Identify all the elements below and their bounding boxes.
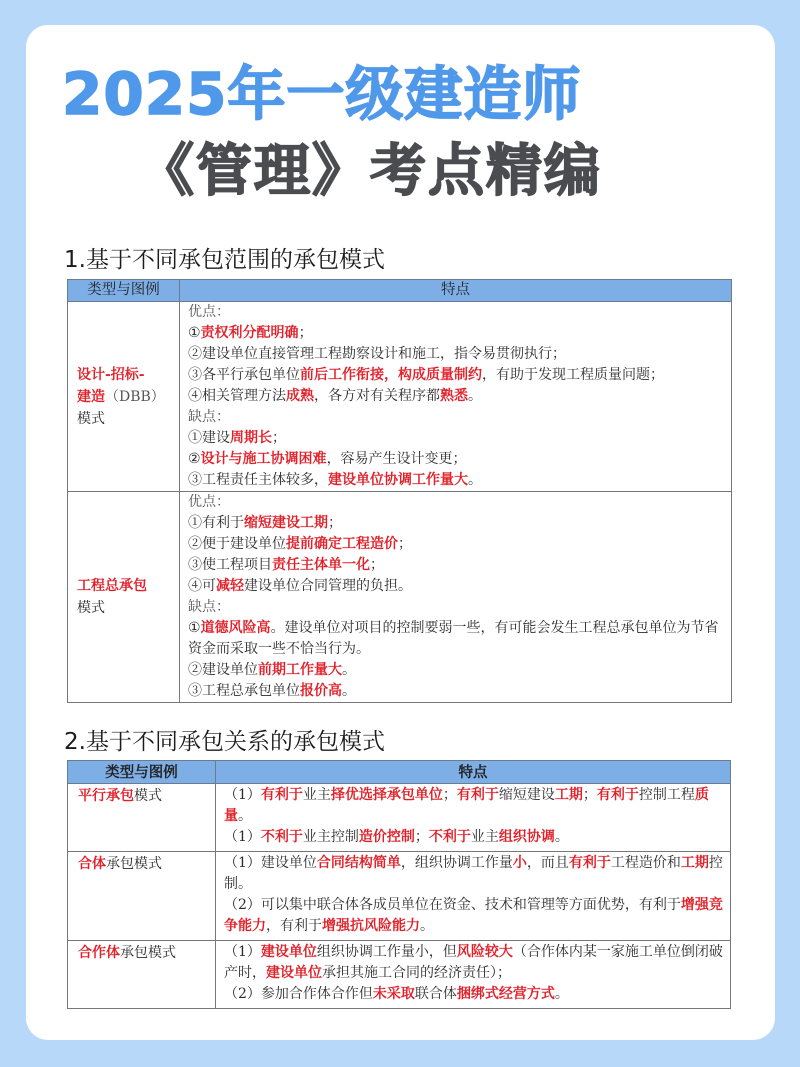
type-name: 设计-招标- xyxy=(77,366,145,383)
table-header-row xyxy=(68,280,732,302)
text: ④相关管理方法 xyxy=(188,388,286,404)
text: ②建设单位直接管理工程勘察设计和施工，指令易贯彻执行； xyxy=(188,346,566,362)
highlight-text: 成熟 xyxy=(286,388,314,404)
con-item xyxy=(188,618,725,660)
section1-title: 1.基于不同承包范围的承包模式 xyxy=(64,247,385,273)
text: 控制。 xyxy=(224,855,723,892)
text: 。 xyxy=(554,986,569,1002)
text: ②建设单位 xyxy=(188,662,258,678)
cons-label: 缺点： xyxy=(188,409,230,425)
highlight-text: 平行承包 xyxy=(78,788,134,804)
text: 。 xyxy=(468,472,482,488)
text: 承担其施工合同的经济责任）； xyxy=(322,965,511,981)
feature-point xyxy=(224,853,724,895)
type-name: 建造 xyxy=(77,388,105,405)
text: 。 xyxy=(342,662,356,678)
highlight-text: 择优选择承包单位 xyxy=(330,787,443,803)
highlight-text: 道德风险高 xyxy=(200,620,271,636)
highlight-text: 小 xyxy=(512,855,527,871)
column-header-type: 类型与图例 xyxy=(68,761,216,784)
text: ，有助于发现工程质量问题； xyxy=(482,367,664,383)
text: ，有利于 xyxy=(266,918,322,934)
table-row xyxy=(68,302,732,492)
text: ③工程责任主体较多， xyxy=(188,472,328,488)
features-cell xyxy=(216,852,731,941)
highlight-text: 有利于 xyxy=(456,787,499,803)
text: 。建设单位对项目的控制要弱一些，有可能会发生工程总承包单位为节省资金而采取一些不恰当行为。 xyxy=(188,620,719,657)
highlight-text: 未采取 xyxy=(372,986,415,1002)
table-header-row xyxy=(68,761,731,784)
feature-point xyxy=(224,827,724,848)
highlight-text: 周期长 xyxy=(230,430,272,446)
table-row xyxy=(68,852,731,941)
type-tail: 模式 xyxy=(77,600,105,616)
highlight-text: 建设单位 xyxy=(266,965,322,981)
features-cell xyxy=(180,302,732,492)
text: ； xyxy=(298,325,313,341)
highlight-text: 合作体 xyxy=(78,945,120,961)
type-cell xyxy=(68,492,180,703)
pro-item xyxy=(188,513,725,534)
pro-item xyxy=(188,386,725,407)
column-header-type: 类型与图例 xyxy=(68,280,180,302)
type-cell xyxy=(68,784,216,852)
feature-point xyxy=(224,942,724,984)
text: ，而且 xyxy=(526,855,569,871)
table-row xyxy=(68,492,732,703)
text: ① xyxy=(188,325,201,341)
text: ； xyxy=(328,515,342,531)
highlight-text: 有利于 xyxy=(568,855,611,871)
highlight-text: 有利于 xyxy=(260,787,303,803)
text: 业主 xyxy=(470,829,499,845)
subtitle: 《管理》考点精编 xyxy=(138,139,602,204)
table-row xyxy=(68,941,731,1009)
highlight-text: 缩短建设工期 xyxy=(244,515,328,531)
text: （2）可以集中联合体各成员单位在资金、技术和管理等方面优势，有利于 xyxy=(224,897,681,913)
text: 控制工程 xyxy=(638,787,695,803)
text: 联合体 xyxy=(414,986,457,1002)
text: 业主控制 xyxy=(302,829,359,845)
pro-item xyxy=(188,534,725,555)
text: （1） xyxy=(224,944,261,960)
text: （合作体内某一家施工单位倒闭破产时， xyxy=(224,944,723,981)
type-abbr: （DBB） xyxy=(105,388,165,405)
type-tail: 模式 xyxy=(77,410,105,427)
highlight-text: 前后工作衔接，构成质量制约 xyxy=(300,367,482,383)
pro-item xyxy=(188,323,725,344)
text: ； xyxy=(370,557,384,573)
highlight-text: 风险较大 xyxy=(456,944,513,960)
text: ； xyxy=(442,787,457,803)
main-title: 2025年一级建造师 xyxy=(62,60,582,128)
highlight-text: 质量 xyxy=(224,787,709,824)
text: ③使工程项目 xyxy=(188,557,272,573)
highlight-text: 前期工作量大 xyxy=(258,662,342,678)
highlight-text: 造价控制 xyxy=(358,829,415,845)
text: （1）建设单位 xyxy=(224,855,317,871)
highlight-text: 熟悉 xyxy=(440,388,468,404)
highlight-text: 减轻 xyxy=(216,578,244,594)
highlight-text: 设计与施工协调困难 xyxy=(200,451,327,467)
highlight-text: 工期 xyxy=(680,855,709,871)
text: 。 xyxy=(342,683,356,699)
text: 。 xyxy=(420,918,434,934)
type-cell xyxy=(68,852,216,941)
text: ，容易产生设计变更； xyxy=(326,451,467,467)
text: 缩短建设 xyxy=(498,787,555,803)
text: 业主 xyxy=(302,787,331,803)
highlight-text: 不利于 xyxy=(260,829,303,845)
highlight-text: 捆绑式经营方式 xyxy=(456,986,555,1002)
text: ③各平行承包单位 xyxy=(188,367,300,383)
text: ； xyxy=(582,787,597,803)
text: ④可 xyxy=(188,578,216,594)
pro-item xyxy=(188,576,725,597)
feature-point xyxy=(224,984,724,1005)
text: ①建设 xyxy=(188,430,230,446)
type-name: 工程总承包 xyxy=(77,578,147,594)
con-item xyxy=(188,470,725,491)
pro-item xyxy=(188,555,725,576)
type-cell xyxy=(68,302,180,492)
text: ； xyxy=(272,430,286,446)
type-cell xyxy=(68,941,216,1009)
con-item xyxy=(188,428,725,449)
highlight-text: 增强竞争能力 xyxy=(224,897,723,934)
text: 工程造价和 xyxy=(610,855,681,871)
text: 承包模式 xyxy=(120,945,176,961)
features-cell xyxy=(180,492,732,703)
text: ①有利于 xyxy=(188,515,244,531)
highlight-text: 责权利分配明确 xyxy=(200,325,299,341)
text: 组织协调工作量小，但 xyxy=(316,944,457,960)
contract-scope-table xyxy=(67,279,732,703)
text: 。 xyxy=(554,829,569,845)
table-row xyxy=(68,784,731,852)
highlight-text: 工期 xyxy=(554,787,583,803)
features-cell xyxy=(216,941,731,1009)
con-item xyxy=(188,660,725,681)
text: 承包模式 xyxy=(106,856,162,872)
feature-point xyxy=(224,895,724,937)
column-header-features: 特点 xyxy=(216,761,731,784)
text: ，组织协调工作量 xyxy=(400,855,513,871)
highlight-text: 组织协调 xyxy=(498,829,555,845)
text: ； xyxy=(414,829,429,845)
highlight-text: 合同结构简单 xyxy=(316,855,401,871)
text: （2）参加合作体合作但 xyxy=(224,986,373,1002)
text: ，各方对有关程序都 xyxy=(314,388,440,404)
text: 模式 xyxy=(134,788,162,804)
highlight-text: 合体 xyxy=(78,856,106,872)
text: ② xyxy=(188,451,201,467)
text: 建设单位合同管理的负担。 xyxy=(244,578,412,594)
highlight-text: 有利于 xyxy=(596,787,639,803)
highlight-text: 不利于 xyxy=(428,829,471,845)
highlight-text: 增强抗风险能力 xyxy=(322,918,420,934)
text: ③工程总承包单位 xyxy=(188,683,300,699)
cons-label: 缺点： xyxy=(188,599,230,615)
highlight-text: 报价高 xyxy=(300,683,342,699)
pros-label: 优点： xyxy=(188,494,230,510)
highlight-text: 责任主体单一化 xyxy=(272,557,370,573)
contract-relation-table xyxy=(67,760,731,1009)
pros-label: 优点： xyxy=(188,304,230,320)
type-name xyxy=(77,386,179,408)
highlight-text: 建设单位 xyxy=(260,944,317,960)
section2-title: 2.基于不同承包关系的承包模式 xyxy=(64,729,385,755)
features-cell xyxy=(216,784,731,852)
highlight-text: 建设单位协调工作量大 xyxy=(328,472,468,488)
highlight-text: 提前确定工程造价 xyxy=(286,536,398,552)
feature-point xyxy=(224,785,724,827)
text: 。 xyxy=(238,808,252,824)
pro-item xyxy=(188,344,725,365)
text: （1） xyxy=(224,787,261,803)
con-item xyxy=(188,449,725,470)
text: ； xyxy=(398,536,412,552)
text: ① xyxy=(188,620,201,636)
pro-item xyxy=(188,365,725,386)
con-item xyxy=(188,681,725,702)
text: ②便于建设单位 xyxy=(188,536,286,552)
column-header-features: 特点 xyxy=(180,280,732,302)
text: （1） xyxy=(224,829,261,845)
text: 。 xyxy=(468,388,482,404)
